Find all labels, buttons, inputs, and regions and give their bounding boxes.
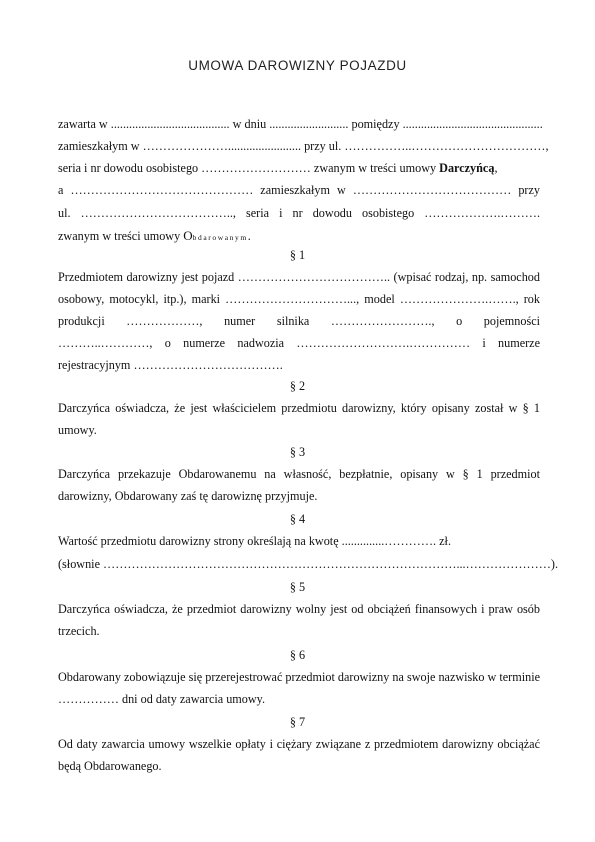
header-line-5: ul. ……………………………….., seria i nr dowodu osobistego ……………….………. [58,206,540,220]
header-line-3-end: , [494,161,498,175]
section-heading: § 3 [289,445,306,459]
section-line: Darczyńca oświadcza, że jest właścicielem przedmiotu darowizny, który opisany został w § 1 [58,401,540,415]
donor-term: Darczyńcą [439,161,495,175]
section-heading: § 5 [289,580,306,594]
section-line: …………… dni od daty zawarcia umowy. [58,692,266,706]
section-line: będą Obdarowanego. [58,759,162,773]
section-line: Darczyńca oświadcza, że przedmiot darowizny wolny jest od obciążeń finansowych i praw osób [58,602,540,616]
header-line-6 [58,228,540,245]
section-line: rejestracyjnym ………………………………. [58,358,283,372]
section-line: produkcji ………………, numer silnika ……………………., o pojemności [58,314,540,328]
section-line: Darczyńca przekazuje Obdarowanemu na własność, bezpłatnie, opisany w § 1 przedmiot [58,467,540,481]
section-line: darowizny, Obdarowany zaś tę darowiznę przyjmuje. [58,489,318,503]
document-title: UMOWA DAROWIZNY POJAZDU [188,58,407,73]
header-line-6-end: . [247,229,251,243]
section-line: Obdarowany zobowiązuje się przerejestrować przedmiot darowizny na swoje nazwisko w terminie [58,670,540,684]
header-line-2: zamieszkałym w …………………........................ przy ul. ……………..……………………………, [58,139,549,153]
header-line-3-text: seria i nr dowodu osobistego ……………………… zwanym w treści umowy [58,161,440,175]
section-line: (słownie ……………………………………………………………………………...…………………). [58,557,559,571]
section-heading: § 1 [289,248,306,262]
section-line: osobowy, motocykl, itp.), marki …………………………..., model ………………….……., rok [58,292,540,306]
header-line-6-text: zwanym w treści umowy [58,229,184,243]
section-heading: § 6 [289,648,306,662]
header-line-4: a ……………………………………… zamieszkałym w ………………………………… przy [58,183,540,197]
section-line: ………..…………, o numerze nadwozia ……………………….…………… i numerze [58,336,540,350]
header-line-3 [58,161,540,176]
section-line: Wartość przedmiotu darowizny strony określają na kwotę ..............…………. zł. [58,534,451,548]
section-heading: § 4 [289,512,306,526]
section-line: Od daty zawarcia umowy wszelkie opłaty i ciężary związane z przedmiotem darowizny obciążać [58,737,540,751]
header-line-1: zawarta w ....................................... w dniu .......................... pomiędzy .............................................. [58,117,543,131]
recipient-term-initial: O [183,228,193,243]
section-heading: § 7 [289,715,306,729]
recipient-term: bdarowanym [192,233,248,242]
section-line: Przedmiotem darowizny jest pojazd ……………………………….. (wpisać rodzaj, np. samochod [58,270,540,284]
section-heading: § 2 [289,379,306,393]
section-line: umowy. [58,423,97,437]
section-line: trzecich. [58,624,100,638]
